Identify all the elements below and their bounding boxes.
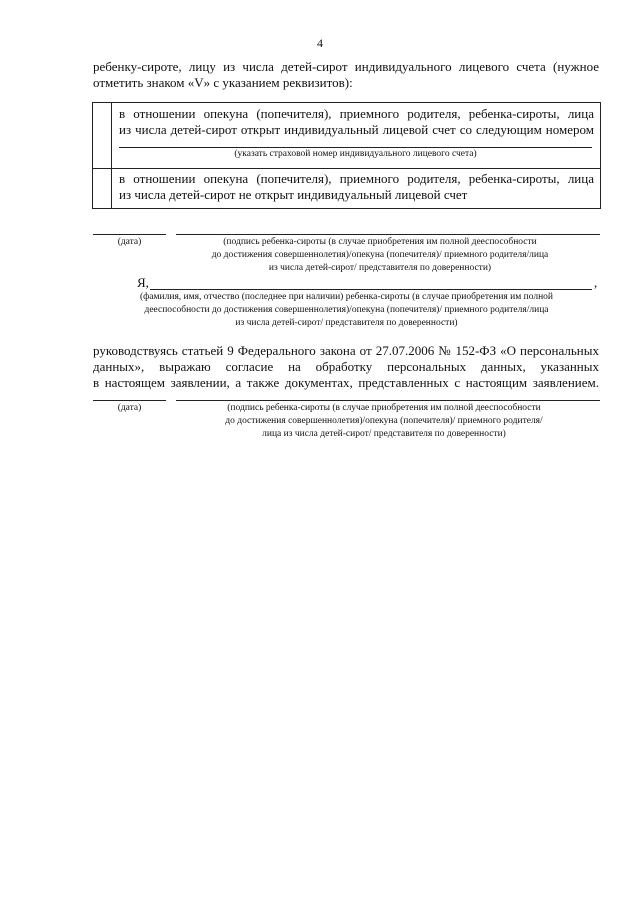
options-table <box>92 102 601 209</box>
declarant-name-field[interactable] <box>150 289 592 290</box>
declarant-suffix: , <box>594 275 598 290</box>
option-line: в отношении опекуна (попечителя), приемного родителя, ребенка-сироты, лица <box>119 106 594 121</box>
option-line: в отношении опекуна (попечителя), приемного родителя, ребенка-сироты, лица <box>119 171 594 186</box>
caption-line: до достижения совершеннолетия)/опекуна (попечителя)/ приемного родителя/лица <box>211 250 549 260</box>
caption-line: из числа детей-сирот/ представителя по доверенности) <box>235 318 458 328</box>
option-checkbox[interactable] <box>93 103 112 168</box>
option-text <box>119 171 594 203</box>
option-text <box>119 106 594 138</box>
signature-caption <box>160 236 600 275</box>
caption-line: (подпись ребенка-сироты (в случае приобретения им полной дееспособности <box>227 403 541 413</box>
signature-caption <box>168 402 600 441</box>
date-label: (дата) <box>117 237 142 247</box>
option-line: из числа детей-сирот открыт индивидуальный лицевой счет со следующим номером <box>119 122 594 137</box>
option-line: из числа детей-сирот не открыт индивидуальный лицевой счет <box>119 187 468 202</box>
caption-line: (подпись ребенка-сироты (в случае приобретения им полной дееспособности <box>223 237 537 247</box>
consent-line: в настоящем заявлении, а также документах, представленных с настоящим заявлением. <box>93 375 599 390</box>
consent-line: данных», выражаю согласие на обработку персональных данных, указанных <box>93 359 599 374</box>
option-checkbox[interactable] <box>93 168 112 208</box>
option-row-account-not-opened <box>93 168 600 208</box>
consent-paragraph <box>93 343 599 391</box>
caption-line: дееспособности до достижения совершеннолетия)/опекуна (попечителя)/ приемного родителя/лица <box>144 305 549 315</box>
account-number-field[interactable] <box>119 147 592 148</box>
consent-line: руководствуясь статьей 9 Федерального закона от 27.07.2006 № 152-ФЗ «О персональных <box>93 343 599 358</box>
account-number-caption: (указать страховой номер индивидуального лицевого счета) <box>234 149 477 159</box>
signature-line[interactable] <box>176 234 600 235</box>
intro-line: ребенку-сироте, лицу из числа детей-сирот индивидуального лицевого счета (нужное <box>93 59 599 74</box>
caption-line: (фамилия, имя, отчество (последнее при наличии) ребенка-сироты (в случае приобретения им полной <box>139 292 554 302</box>
signature-line[interactable] <box>176 400 600 401</box>
caption-line: до достижения совершеннолетия)/опекуна (попечителя)/ приемного родителя/ <box>225 416 543 426</box>
option-row-account-opened <box>93 103 600 169</box>
intro-line: отметить знаком «V» с указанием реквизитов): <box>93 75 353 90</box>
declarant-prefix: Я, <box>137 275 149 290</box>
declarant-caption <box>93 291 600 330</box>
page-number: 4 <box>317 36 323 50</box>
date-line[interactable] <box>93 234 166 235</box>
caption-line: из числа детей-сирот/ представителя по доверенности) <box>268 263 492 273</box>
caption-line: лица из числа детей-сирот/ представителя по доверенности) <box>262 429 506 439</box>
date-line[interactable] <box>93 400 166 401</box>
intro-paragraph <box>93 59 599 91</box>
date-label: (дата) <box>117 403 142 413</box>
